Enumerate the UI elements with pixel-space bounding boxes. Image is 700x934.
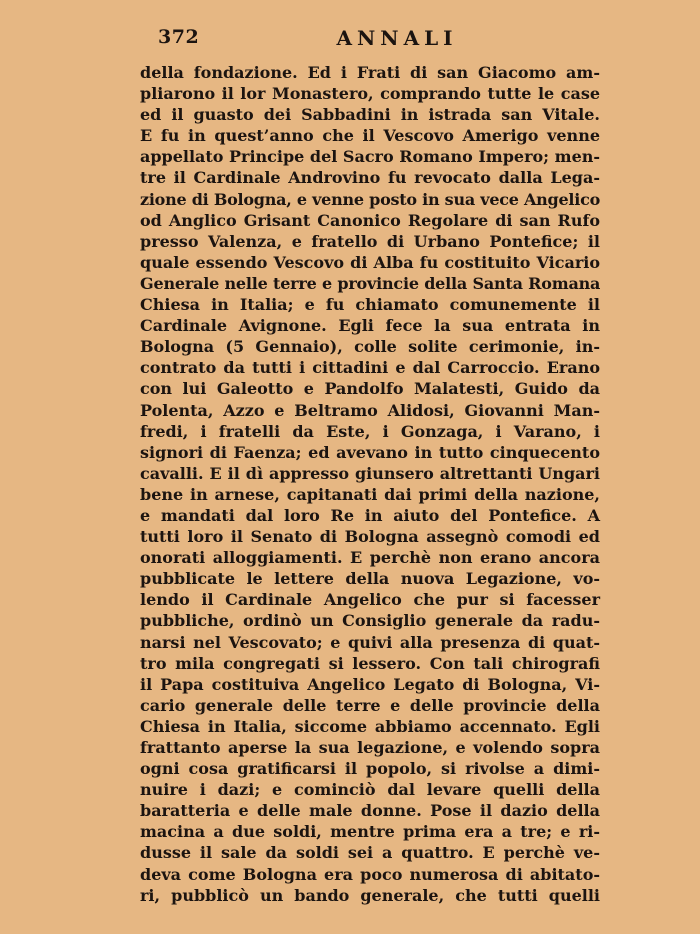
text-line: Cardinale Avignone. Egli fece la sua entrata in [140, 316, 600, 336]
body-text [140, 62, 600, 906]
running-title: ANNALI [336, 26, 458, 50]
page-number: 372 [158, 26, 200, 48]
text-line: fredi, i fratelli da Este, i Gonzaga, i Varano, i [140, 421, 600, 441]
text-line: od Anglico Grisant Canonico Regolare di san Rufo [140, 210, 600, 230]
text-line: pubbliche, ordinò un Consiglio generale da radu- [140, 611, 600, 631]
text-line: tutti loro il Senato di Bologna assegnò comodi ed [140, 527, 600, 547]
text-line: cario generale delle terre e delle provincie della [140, 695, 600, 715]
text-line: della fondazione. Ed i Frati di san Giacomo am- [140, 63, 600, 82]
text-line: cavalli. E il dì appresso giunsero altrettanti Ungari [140, 463, 600, 483]
text-line: macina a due soldi, mentre prima era a tre; e ri- [140, 822, 600, 842]
text-line: bene in arnese, capitanati dai primi della nazione, [140, 484, 600, 504]
text-line: baratteria e delle male donne. Pose il dazio della [140, 801, 600, 821]
text-line: E fu in quest’anno che il Vescovo Amerigo venne [140, 126, 600, 146]
text-line: il Papa costituiva Angelico Legato di Bologna, Vi- [140, 674, 600, 694]
text-line: e mandati dal loro Re in aiuto del Pontefice. A [140, 505, 600, 525]
text-line: presso Valenza, e fratello di Urbano Pontefice; il [140, 231, 600, 251]
text-line: frattanto aperse la sua legazione, e volendo sopra [140, 738, 600, 757]
text-line: narsi nel Vescovato; e quivi alla presenza di quat- [140, 632, 600, 652]
text-line: Generale nelle terre e provincie della Santa Romana [140, 273, 601, 293]
text-line: deva come Bologna era poco numerosa di abitato- [140, 864, 600, 884]
text-line: Polenta, Azzo e Beltramo Alidosi, Giovanni Man- [140, 400, 600, 420]
text-line: lendo il Cardinale Angelico che pur si facesser [140, 590, 600, 610]
text-line: Chiesa in Italia, siccome abbiamo accennato. Egli [140, 716, 600, 736]
text-line: pubblicate le lettere della nuova Legazione, vo- [140, 569, 600, 589]
text-line: ri, pubblicò un bando generale, che tutti quelli [140, 885, 600, 905]
text-line: Chiesa in Italia; e fu chiamato comunemente il [140, 295, 600, 315]
text-line: contrato da tutti i cittadini e dal Carroccio. Erano [140, 358, 600, 378]
text-line: zione di Bologna, e venne posto in sua vece Angelico [140, 189, 600, 209]
text-line: tre il Cardinale Androvino fu revocato dalla Lega- [140, 168, 600, 188]
text-line: ed il guasto dei Sabbadini in istrada san Vitale. [140, 105, 600, 125]
text-line: signori di Faenza; ed avevano in tutto cinquecento [140, 442, 600, 462]
page-header [140, 24, 600, 54]
text-line: Bologna (5 Gennaio), colle solite cerimonie, in- [140, 337, 600, 357]
text-line: onorati alloggiamenti. E perchè non erano ancora [140, 548, 600, 568]
text-line: tro mila congregati si lessero. Con tali chirografi [140, 653, 600, 673]
text-line: ogni cosa gratificarsi il popolo, si rivolse a dimi- [140, 759, 600, 779]
text-line: quale essendo Vescovo di Alba fu costituito Vicario [140, 252, 600, 272]
text-line: nuire i dazi; e cominciò dal levare quelli della [140, 780, 600, 800]
text-line: appellato Principe del Sacro Romano Impero; men- [140, 147, 600, 167]
text-line: pliarono il lor Monastero, comprando tutte le case [140, 84, 600, 104]
text-line: con lui Galeotto e Pandolfo Malatesti, Guido da [140, 379, 600, 399]
text-line: dusse il sale da soldi sei a quattro. E perchè ve- [140, 843, 600, 863]
